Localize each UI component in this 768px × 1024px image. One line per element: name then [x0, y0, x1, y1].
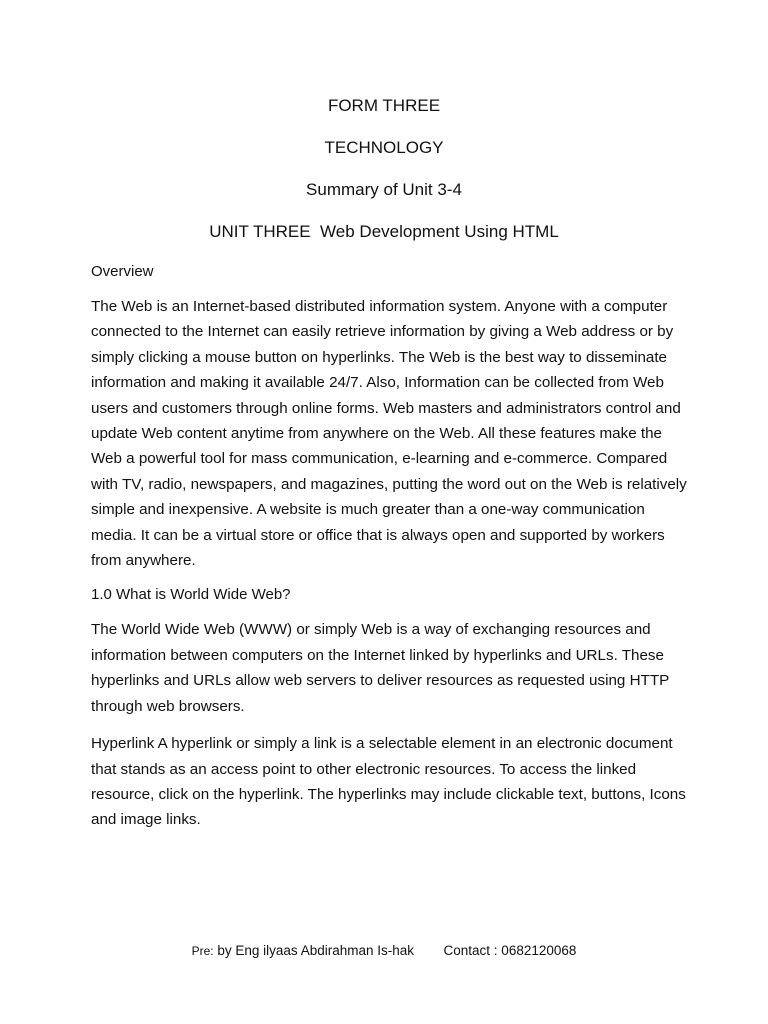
footer-author: by Eng ilyaas Abdirahman Is-hak [217, 943, 414, 958]
summary-title: Summary of Unit 3-4 [306, 180, 462, 199]
footer-contact: Contact : 0682120068 [443, 943, 577, 958]
overview-paragraph: The Web is an Internet-based distributed information system. Anyone with a computer connected to the Internet can easily retrieve information by giving a Web address or by simply clicking a mouse button on hyperlinks. The Web is the best way to disseminate information and making it available 24/7. Also, Information can be collected from Web users and customers through online forms. Web masters and administrators control and update Web content anytime from anywhere on the Web. All these features make the Web a powerful tool for mass communication, e-learning and e-commerce. Compared with TV, radio, newspapers, and magazines, putting the word out on the Web is relatively simple and inexpensive. A website is much greater than a one-way communication media. It can be a virtual store or office that is always open and supported by workers from anywhere. [91, 298, 687, 570]
www-paragraph: The World Wide Web (WWW) or simply Web is a way of exchanging resources and information between computers on the Internet linked by hyperlinks and URLs. These hyperlinks and URLs allow web servers to deliver resources as requested using HTTP through web browsers. [91, 621, 669, 715]
subject-title: TECHNOLOGY [324, 138, 444, 157]
form-title: FORM THREE [327, 96, 441, 115]
overview-heading: Overview [91, 263, 154, 280]
document-body [91, 262, 691, 845]
footer-pre-label: Pre: [191, 944, 214, 958]
unit-title: UNIT THREE Web Development Using HTML [209, 222, 559, 241]
hyperlink-paragraph: Hyperlink A hyperlink or simply a link is a selectable element in an electronic document that stands as an access point to other electronic resources. To access the linked resource, click on the hyperlink. The hyperlinks may include clickable text, buttons, Icons and image links. [91, 735, 686, 829]
page-footer [0, 942, 768, 960]
www-heading: 1.0 What is World Wide Web? [91, 586, 291, 604]
